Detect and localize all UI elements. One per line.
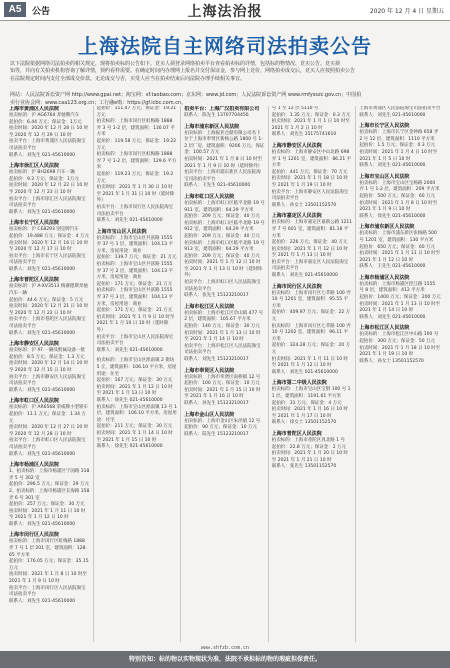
court-name: 上海市普陀区人民法院 <box>9 277 60 284</box>
auction-details: 拍卖标的：沪 XF 一辆及附属设备一批 起拍价：8.5 万元；保证金：1.3 万元 拍卖时间：2020 年 12 月 14 日 10 时至 2020 年 12 月 15 日 10 时 拍卖平台：上海市静安区人民法院淘宝司法拍卖平台 联系人：刘先生 021-45610000 <box>9 348 89 393</box>
section-label: 公告 <box>32 7 51 17</box>
footer-notice: 特别告知：标的物以实物现状为准，法院不承担标的物的瑕疵担保责任。 <box>0 651 450 668</box>
court-announcement <box>97 106 178 225</box>
court-name: 上海市宝山区人民法院 <box>96 228 147 235</box>
masthead-logo: 上海法治报 <box>187 4 263 20</box>
page-title: 上海法院自主网络司法拍卖公告 <box>78 34 372 58</box>
auction-details: 拍卖标的：上海振亚仓储有限公司名下位于上海市奉贤区新杨公路 1800 号 1-2 层厂房，建筑面积：9206 万元；保证金：100.57 万元 拍卖时间：2021 年 1 月 8 日 10 时至 2021 年 1 月 9 日 10 时（延时除外） 拍卖平台：上海市浦东新区人民法院淘宝司法拍卖平台 联系人：王先生 021-45610000 <box>184 130 265 189</box>
court-name: 上海市松江区人民法院 <box>184 303 235 310</box>
auction-details: 上海市黄浦区人民法院淘宝司法拍卖平台 联系人：刘先生 021-45610000 <box>359 106 441 118</box>
court-announcement <box>359 174 441 221</box>
auction-details: 拍卖标的：上海市松江区中山路 100 号 起拍价：300 万元；保证金：50 万元 拍卖时间：2021 年 1 月 18 日 10 时至 2021 年 1 月 19 日 10 时 联系人：孙女士 13501152570 <box>359 332 441 364</box>
court-name: 上海市普陀区人民法院 <box>271 430 322 437</box>
court-announcement <box>359 123 441 170</box>
announcement-column <box>181 106 269 642</box>
court-name: 上海市金山区人民法院 <box>184 411 235 418</box>
website-line: 卖行业协会网：www.caa123.org.cn；工行融e购：https://gf.icbc.com.cn。 <box>10 99 187 106</box>
newspaper-header <box>0 0 450 21</box>
court-name: 上海市闵行区人民法院 <box>271 283 322 290</box>
site-url: www.shfzb.com.cn <box>200 645 250 651</box>
auction-details: 起拍价：111.47 万元；保证金：19.21 万元 拍卖标的：上海市闵行区虹梅路 1888 弄 3 号 1-2 层，建筑面积：130.07 平方米 起拍价：119.58 万元；保证金：19.22 万元 拍卖标的：上海市闵行区虹梅路 1888 弄 7 号 1-2 层，建筑面积：129.6 平方米 起拍价：119.23 万元；保证金：19.2 万元 拍卖时间：2021 年 1 月 30 日 10 时至 2021 年 1 月 31 日 10 时（延时除外） 拍卖平台：上海市闵行区人民法院淘宝司法拍卖平台 联系人：刘先生 021-45610000 <box>96 106 177 224</box>
intro-line: 知等，并向有关拍卖机构咨询了解详情，预约看样需要。在确定时间内办理网上报名并交付保证金，参与网上竞价，网络拍卖成交后，竞买人应按照拍卖公告 <box>10 68 356 75</box>
court-announcement <box>272 143 353 209</box>
auction-details: 拍卖标的：上海市普陀区真北路 1 号 起拍价：22.8 万元；保证金：2 万元 拍卖时间：2021 年 1 月 20 日 10 时至 2021 年 1 月 21 日 10 时 联系人：张先生 13501152570 <box>271 437 349 470</box>
court-announcement <box>9 341 90 394</box>
court-announcement <box>184 304 265 364</box>
court-announcement <box>272 213 353 279</box>
auction-details: 拍卖标的：沪 A-XV3513 梅赛德斯奔驰汽车一辆 起拍价：44.6 万元；保证金：5 万元 拍卖时间：2020 年 12 月 21 日 10 时至 2020 年 12 月 22 日 10 时 拍卖平台：上海市普陀区人民法院淘宝司法拍卖平台 联系人：刘先生 021-45610000 <box>9 284 89 336</box>
auction-details: 拍卖标的：上海市宝山区宝钢 100 号 11 层，建筑面积：1191.61 平方米 起拍价：31 万元；保证金：4 万元 拍卖时间：2021 年 1 月 16 日 10 时至 2021 年 1 月 17 日 10 时 联系人：徐女士 13501152570 <box>271 387 351 426</box>
court-name: 上海市长宁区人民法院 <box>359 123 410 130</box>
court-name: 上海市长宁区人民法院 <box>9 220 60 227</box>
court-announcement <box>272 431 353 471</box>
auction-details: 1、拍卖标的：上海市杨浦区宁国路 318 弄 5 号 302 室 起拍价：296.5 万元；保证金：29 万元 2、拍卖标的：上海市杨浦区长海路 358 弄 6 号 301 室 起拍价：257 万元；保证金：30 万元 拍卖时间：2021 年 1 月 11 日 10 时至 2021 年 1 月 12 日 10 时 联系人：刘先生 021-45610000 <box>9 469 90 527</box>
court-name: 上海市浦东新区人民法院 <box>359 224 415 231</box>
auction-details: 拍卖标的：上海市闵行区虹梅路 1888 弄 7 号 1 层 201 室，建筑面积：128.65 平方米 起拍价：176.05 万元；保证金：35.15 万元 拍卖时间：2021 年 1 月 8 日 10 时至 2021 年 1 月 9 日 10 时 拍卖平台：上海市闵行区人民法院淘宝司法拍卖平台 联系人：刘先生 021-45610000 <box>9 539 89 604</box>
court-announcement <box>272 106 353 139</box>
court-name: 上海市第二中级人民法院 <box>271 380 327 387</box>
court-announcement <box>359 106 441 119</box>
court-name: 上海市虹口区人民法院 <box>184 193 235 200</box>
court-announcement <box>184 368 265 408</box>
court-announcement <box>97 358 178 450</box>
court-announcement <box>359 325 441 365</box>
auction-details: 拍卖标的：上海市松江区佘山镇 477 号 2 层，建筑面积：105.67 平方米 起拍价：140 万元；保证金：30 万元 拍卖时间：2021 年 1 月 13 日 10 时至 2021 年 1 月 14 日 10 时 拍卖平台：上海市松江区人民法院淘宝司法拍卖平台 联系人：刘先生 15123210017 <box>184 310 264 362</box>
court-name: 上海市杨浦区人民法院 <box>9 462 60 469</box>
auction-details: 号 1 至 12 层 5110 号 起拍价：1.35 万元；保证金：0.3 万元 拍卖时间：2021 年 1 月 1 日 10 时至 2021 年 1 月 2 日 10 时 联系人：刘先生 15175741610 <box>271 106 351 138</box>
court-name: 上海市虹口区人民法院 <box>9 398 60 405</box>
intro-line: 以下法院依据网络司法拍卖的相关规定，现将拍卖标的公告如下。竞买人须登录网络拍卖平台查看拍卖标的详情，包括标的物情况、竞买公告、竞买须 <box>10 61 341 67</box>
issue-date: 2020 年 12 月 4 日 星期五 <box>369 8 444 15</box>
court-announcement <box>9 532 90 605</box>
court-name: 上海市黄浦区人民法院 <box>9 106 60 112</box>
court-name: 上海市静安区人民法院 <box>271 142 322 149</box>
auction-details: 拍卖标的：上海市长宁区金钟路 658 弄 2 号 12 层，建筑面积：1110 平方米 起拍价：1.5 万元；保证金：0.3 万元 拍卖时间：2021 年 1 月 4 日 10 时至 2021 年 1 月 5 日 10 时 联系人：刘先生 021-45610000 <box>359 130 439 169</box>
court-name: 上海市闵行区人民法院 <box>9 532 60 539</box>
court-name: 上海市徐汇区人民法院 <box>9 163 60 170</box>
court-announcement <box>9 106 90 159</box>
court-announcement <box>97 229 178 355</box>
court-announcement <box>359 224 441 271</box>
auction-details: 拍卖标的：上海市奉贤区南桥镇 12 号 起拍价：100 万元；保证金：10 万元 拍卖时间：2021 年 1 月 15 日 10 时至 2021 年 1 月 16 日 10 时 联系人：孙先生 15123210017 <box>184 374 261 406</box>
court-announcement <box>9 220 90 273</box>
court-name: 上海市浦东新区人民法院 <box>184 123 240 130</box>
intro-line: 在法院规定时间内支付全部成交价款。无论成交与否，买受人应当在拍卖结束后向法院办理手续相关事宜。 <box>10 75 246 82</box>
announcement-column <box>356 106 444 642</box>
court-name: 上海市静安区人民法院 <box>9 341 60 348</box>
auction-details: 拍卖标的：沪 CE8293 别克牌汽车 起拍价：19.488 万元；保证金：4 万元 拍卖时间：2020 年 12 月 16 日 10 时至 2020 年 12 月 17 日 10 时 拍卖平台：上海市长宁区人民法院淘宝司法拍卖平台 联系人：刘先生 021-45610000 <box>9 227 89 272</box>
court-announcement <box>9 163 90 216</box>
auction-details: 拍卖标的：沪 BH2698 汽车一辆 起拍价：9.3 万元；保证金：1万元 拍卖时间：2020 年 12 月 22 日 10 时至 2020 年 12 月 23 日 10 时 拍卖平台：上海市徐汇区人民法院淘宝司法拍卖平台 联系人：刘先生 021-45610000 <box>9 170 89 215</box>
court-announcement <box>9 462 90 528</box>
announcement-column <box>94 106 182 642</box>
auction-details: 拍卖标的：上海市嘉定区嘉新公路 1211 弄 7 号 601 室，建筑面积：81.18 平方米 起拍价：226 万元；保证金：40 万元 拍卖时间：2021 年 1 月 12 日 10 时至 2021 年 1 月 13 日 10 时 拍卖平台：上海市嘉定区人民法院淘宝司法拍卖平台 联系人：刘先生 021-45610000 <box>271 220 353 279</box>
court-name: 拍卖平台：上海广汉拍卖有限公司 <box>184 106 260 112</box>
court-name: 上海市杨浦区人民法院 <box>359 274 410 281</box>
auction-details: 拍卖标的：上海市杨浦区控江路 1555 号 8 层，建筑面积：412 平方米 起拍价：1400 万元；保证金：200 万元 拍卖时间：2021 年 1 月 13 日 10 时至 2021 年 1 月 14 日 10 时 联系人：刘先生 021-45610000 <box>359 281 441 320</box>
court-announcement <box>184 412 265 439</box>
auction-details: 拍卖标的：沪 AG6764 奔驰牌汽车 起拍价：6.44 万元；保证金：1万元 拍卖时间：2020 年 12 月 28 日 10 时至 2020 年 12 月 29 日 10 时 拍卖平台：上海市黄浦区人民法院淘宝司法拍卖平台 联系人：刘先生 021-45610000 <box>9 113 89 158</box>
auction-details: 拍卖标的：上海市宝山区宝杨路 2000 弄 1 号 1-2 层，建筑面积：209 平方米 起拍价：500 万元；保证金：60 万元 拍卖时间：2021 年 1 月 8 日 10 时至 2021 年 1 月 9 日 10 时 联系人：徐先生 021-45610000 <box>359 180 440 219</box>
auction-details: 拍卖标的：上海市浦东新区张杨路 500 号 1201 室，建筑面积：130 平方米 起拍价：650 万元；保证金：60 万元 拍卖时间：2021 年 1 月 11 日 10 时至 2021 年 1 月 12 日 10 时 联系人：王先生 021-45610000 <box>359 231 441 270</box>
court-announcement <box>184 124 265 190</box>
court-name: 上海市奉贤区人民法院 <box>184 367 235 374</box>
auction-details: 拍卖标的：上海市宝山区共富路 1555 弄 37 号 1 层，建筑面积：104.13 平方米，房屋用途：商业 起拍价：139.7 万元；保证金：21 万元 拍卖标的：上海市宝山区共富路 1555 弄 37 号 2 层，建筑面积：104.13 平方米，房屋用途：商业 起拍价：171 万元；保证金：21 万元 拍卖标的：上海市宝山区共富路 1555 弄 37 号 3 层，建筑面积：104.13 平方米，房屋用途：商业 起拍价：171 万元；保证金：21 万元 拍卖时间：2021 年 1 月 9 日 10 时至 2021 年 1 月 10 日 10 时（延时除外） 拍卖平台：上海市宝山区人民法院淘宝司法拍卖平台 联系人：刘先生 021-45610000 <box>96 235 177 353</box>
auction-details: 联系人：陈先生 13707704456 <box>184 113 249 118</box>
court-announcement <box>9 398 90 458</box>
auction-details: 拍卖标的：沪 AR6568 荣威牌小型轿车 起拍价：11.1 万元；保证金：1.34 万元 拍卖时间：2020 年 12 月 27 日 10 时至 2020 年 12 月 28 日 10 时 拍卖平台：上海市虹口区人民法院淘宝司法拍卖平台 联系人：刘先生 021-45610000 <box>9 405 89 457</box>
website-line: 网站：人民法院诉讼资产网 http://www.gpai.net；淘宝网：sf.taobao.com；京东网：www.jd.com；人民法院诉讼资产网 www.rmfysszc.gov.cn；中国拍 <box>10 92 362 98</box>
intro-paragraph <box>10 61 440 83</box>
court-name: 上海市嘉定区人民法院 <box>271 213 322 220</box>
auction-websites <box>10 92 440 107</box>
auction-details: 拍卖标的：上海市虹口区临平北路 19 号 911 室，建筑面积：64.29 平方米 起拍价：209 万元；保证金：40 万元 拍卖标的：上海市虹口区临平北路 19 号 912 室，建筑面积：64.29 平方米 起拍价：209 万元；保证金：40 万元 拍卖标的：上海市虹口区临平北路 19 号 913 室，建筑面积：64.29 平方米 起拍价：209 万元；保证金：40 万元 拍卖时间：2021 年 1 月 12 日 10 时至 2021 年 1 月 13 日 10 时（延时除外） 拍卖平台：上海市虹口区人民法院淘宝司法拍卖平台 联系人：张先生 15123210017 <box>184 200 265 299</box>
auction-details: 拍卖标的：上海市静安区中山北路 698 弄 1 号 1201 室，建筑面积：86.21 平方米 起拍价：441 万元；保证金：70 万元 拍卖时间：2021 年 1 月 18 日 10 时至 2021 年 1 月 19 日 10 时 拍卖平台：上海市静安区人民法院淘宝司法拍卖平台 联系人：孙女士 13501152570 <box>271 149 352 208</box>
court-announcement <box>9 277 90 337</box>
auction-details: 拍卖标的：上海市闵行区七莘路 100 弄 10 号 1201 室，建筑面积：95.55 平方米 起拍价：409.97 万元；保证金：22 万元 拍卖标的：上海市闵行区七莘路 100 弄 10 号 1202 室，建筑面积：96.11 平方米 起拍价：324.28 万元；保证金：20 万元 拍卖时间：2021 年 1 月 11 日 10 时至 2021 年 1 月 12 日 10 时 联系人：刘先生 021-45610000 <box>271 290 351 375</box>
court-announcement <box>359 275 441 322</box>
court-name: 上海市松江区人民法院 <box>359 325 410 332</box>
court-announcement <box>272 380 353 427</box>
court-announcement <box>184 194 265 300</box>
court-announcement <box>184 106 265 120</box>
auction-details: 拍卖标的：上海市金山区朱泾镇 12 号 起拍价：90 万元；保证金：10 万元 联系人：陆先生 15123210017 <box>184 418 261 437</box>
auction-details: 拍卖标的：上海市宝山区淞南镇 2 街坊 5 丘，建筑面积：106.10 平方米，房屋用途：住宅 起拍价：167 万元；保证金：30 万元 拍卖时间：2021 年 1 月 12 日 10 时至 2021 年 1 月 13 日 10 时 联系人：徐先生 021-45610000 拍卖标的：上海市宝山区淞南镇 13 号 1 层，建筑面积：106.10 平方米，房屋用途：住宅 起拍价：211 万元；保证金：30 万元 拍卖时间：2021 年 1 月 14 日 10 时至 2021 年 1 月 15 日 10 时 联系人：徐先生 021-45610000 <box>96 358 177 450</box>
court-announcement <box>272 284 353 377</box>
page-number-badge: A5 <box>4 2 26 17</box>
court-name: 上海市宝山区人民法院 <box>359 173 410 180</box>
announcement-column <box>6 106 94 642</box>
announcement-columns <box>6 106 444 642</box>
announcement-column <box>269 106 357 642</box>
